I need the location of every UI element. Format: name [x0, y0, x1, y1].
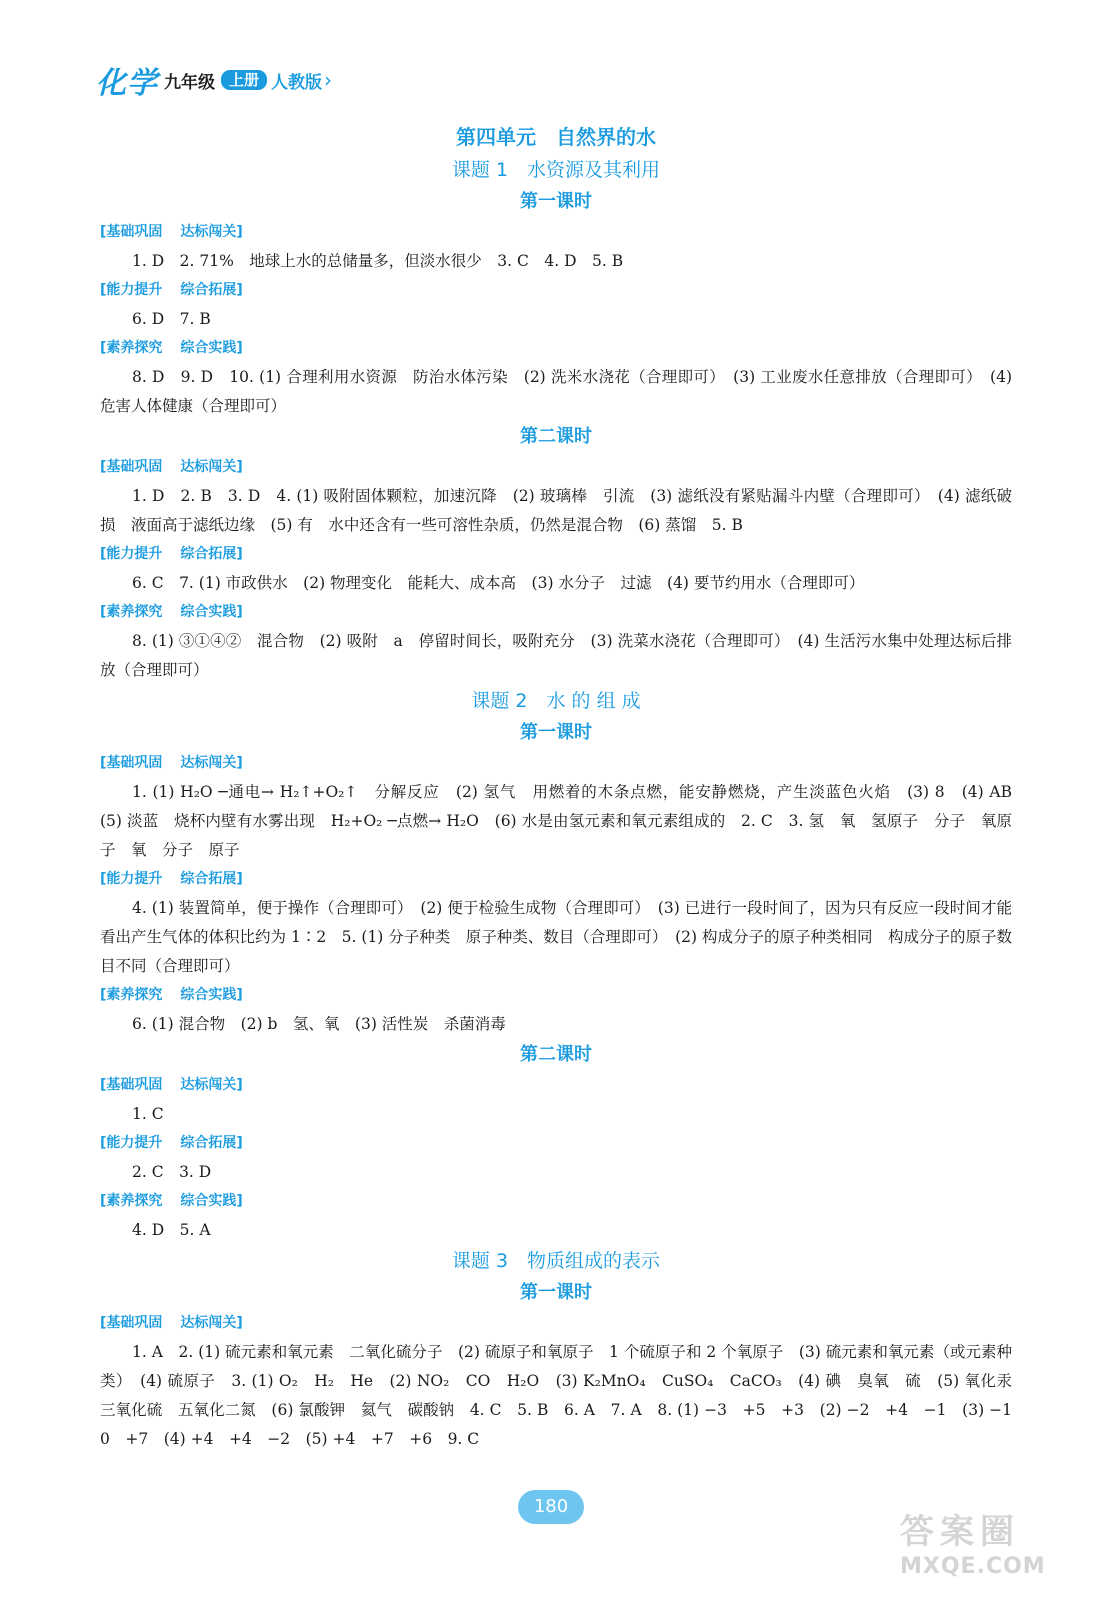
- answer-text: 6. D 7. B: [132, 310, 211, 328]
- answer-text: 8. (1) ③①④② 混合物 (2) 吸附 a 停留时间长，吸附充分 (3) 洗菜水浇花（合理即可） (4) 生活污水集中处理达标后排放（合理即可）: [100, 632, 1012, 679]
- section-heading-basic: [基础巩固 达标闯关]: [100, 224, 243, 240]
- page-number: 180: [518, 1490, 584, 1524]
- section-heading-ability: [能力提升 综合拓展]: [100, 546, 243, 562]
- answer-text: 8. D 9. D 10. (1) 合理利用水资源 防治水体污染 (2) 洗米水浇花（合理即可） (3) 工业废水任意排放（合理即可） (4) 危害人体健康（合理即可）: [100, 368, 1012, 415]
- period-title: 第一课时: [520, 722, 592, 743]
- section-heading-ability: [能力提升 综合拓展]: [100, 1135, 243, 1151]
- answer-text: 1. D 2. 71% 地球上水的总储量多，但淡水很少 3. C 4. D 5. B: [132, 252, 624, 270]
- answer-text: 2. C 3. D: [132, 1163, 212, 1181]
- volume-badge: 上册: [221, 70, 267, 90]
- section-heading-basic: [基础巩固 达标闯关]: [100, 755, 243, 771]
- section-heading-basic: [基础巩固 达标闯关]: [100, 459, 243, 475]
- section-heading-ability: [能力提升 综合拓展]: [100, 871, 243, 887]
- section-heading-literacy: [素养探究 综合实践]: [100, 1193, 243, 1209]
- period-title: 第二课时: [520, 426, 592, 447]
- lesson-title: 课题 3 物质组成的表示: [451, 1250, 661, 1272]
- section-heading-ability: [能力提升 综合拓展]: [100, 282, 243, 298]
- lesson-title: 课题 1 水资源及其利用: [451, 159, 661, 181]
- answer-content: [100, 120, 1028, 1454]
- section-heading-basic: [基础巩固 达标闯关]: [100, 1077, 243, 1093]
- section-heading-literacy: [素养探究 综合实践]: [100, 987, 243, 1003]
- section-heading-literacy: [素养探究 综合实践]: [100, 604, 243, 620]
- edition-label: 人教版: [271, 72, 323, 93]
- answer-text: 1. (1) H₂O ─通电→ H₂↑+O₂↑ 分解反应 (2) 氢气 用燃着的木条点燃，能安静燃烧，产生淡蓝色火焰 (3) 8 (4) AB (5) 淡蓝 烧杯内壁有水雾出现 H₂+O₂ ─点燃→ H₂O (6) 水是由氢元素和氧元素组成的 2. C 3. 氢 氧 氢原子 分子 氧原子 氧 分子 原子: [100, 783, 1028, 859]
- brand-logo: 化学: [96, 66, 158, 101]
- answer-text: 1. A 2. (1) 硫元素和氧元素 二氧化硫分子 (2) 硫原子和氧原子 1 个硫原子和 2 个氧原子 (3) 硫元素和氧元素（或元素种类） (4) 硫原子 3. (1) O₂ H₂ He (2) NO₂ CO H₂O (3) K₂MnO₄ CuSO₄ CaCO₃ (4) 碘 臭氧 硫 (5) 氧化汞 三氧化硫 五氧化二氮 (6) 氯酸钾 氦气 碳酸钠 4. C 5. B 6. A 7. A 8. (1) −3 +5 +3 (2) −2 +4 −1 (3) −1 0 +7 (4) +4 +4 −2 (5) +4 +7 +6 9. C: [100, 1343, 1028, 1448]
- answer-text: 6. (1) 混合物 (2) b 氢、氧 (3) 活性炭 杀菌消毒: [132, 1015, 506, 1033]
- section-heading-literacy: [素养探究 综合实践]: [100, 340, 243, 356]
- lesson-title: 课题 2 水 的 组 成: [471, 690, 641, 712]
- answer-text: 1. C: [132, 1105, 164, 1123]
- period-title: 第二课时: [520, 1044, 592, 1065]
- answer-text: 4. (1) 装置简单，便于操作（合理即可） (2) 便于检验生成物（合理即可） (3) 已进行一段时间了，因为只有反应一段时间才能看出产生气体的体积比约为 1∶2 5. (1) 分子种类 原子种类、数目（合理即可） (2) 构成分子的原子种类相同 构成分子的原子数目不同（合理即可）: [100, 899, 1012, 975]
- unit-title: 第四单元 自然界的水: [456, 125, 656, 149]
- answer-text: 6. C 7. (1) 市政供水 (2) 物理变化 能耗大、成本高 (3) 水分子 过滤 (4) 要节约用水（合理即可）: [132, 574, 865, 592]
- chevron-right-icon: ›: [324, 68, 333, 92]
- watermark-logo: 答案圈 MXQE.COM: [900, 1512, 1046, 1579]
- answer-text: 4. D 5. A: [132, 1221, 211, 1239]
- grade-label: 九年级: [164, 72, 215, 93]
- period-title: 第一课时: [520, 191, 592, 212]
- answer-text: 1. D 2. B 3. D 4. (1) 吸附固体颗粒，加速沉降 (2) 玻璃棒 引流 (3) 滤纸没有紧贴漏斗内壁（合理即可） (4) 滤纸破损 液面高于滤纸边缘 (5) 有 水中还含有一些可溶性杂质，仍然是混合物 (6) 蒸馏 5. B: [100, 487, 1012, 534]
- book-header: [96, 60, 332, 100]
- section-heading-basic: [基础巩固 达标闯关]: [100, 1315, 243, 1331]
- period-title: 第一课时: [520, 1282, 592, 1303]
